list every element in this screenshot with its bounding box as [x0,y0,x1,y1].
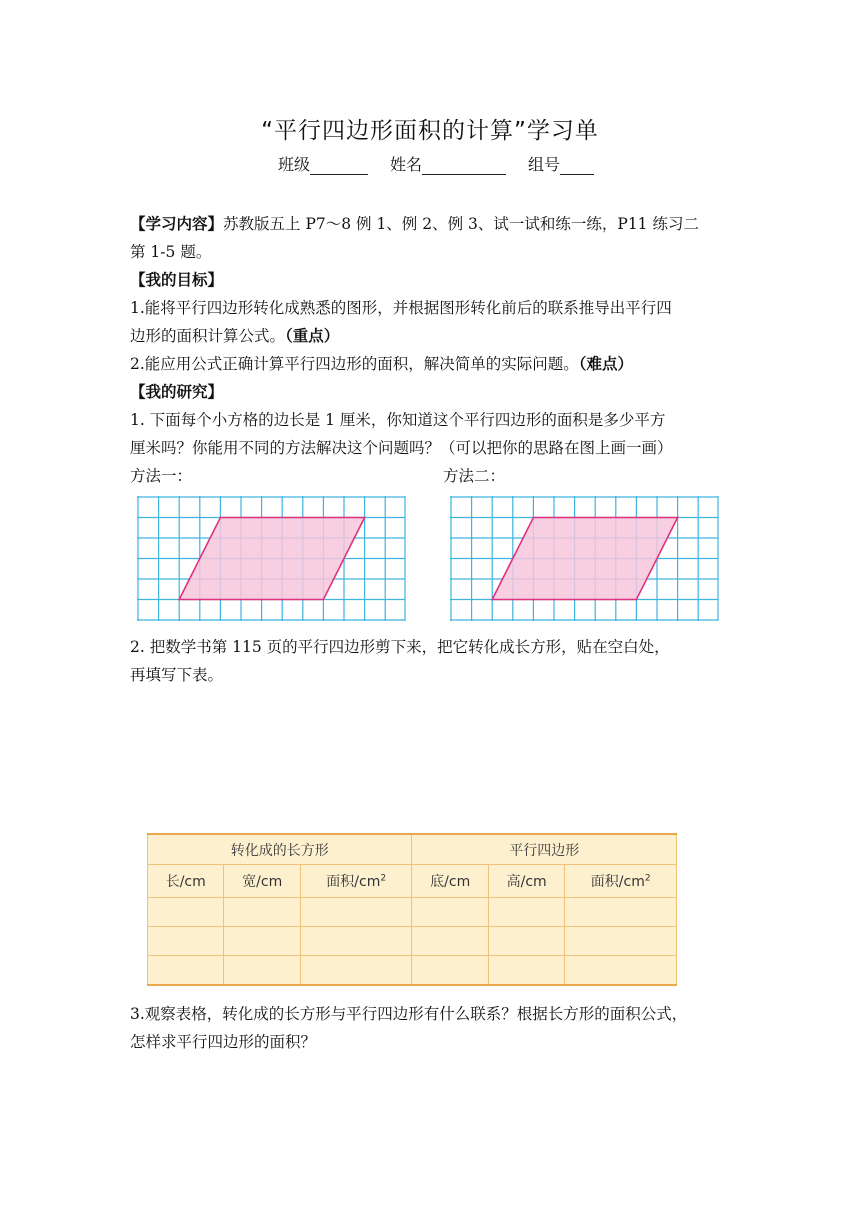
parallelogram [179,518,364,600]
method-2-label: 方法二： [443,467,506,485]
table-row [148,956,677,986]
table-cell[interactable] [300,927,412,956]
col-para-area: 面积$/cm^2$ [565,865,677,898]
parallelogram [492,518,677,600]
table-group-header [148,834,677,865]
table-cell[interactable] [300,898,412,927]
grid-method-2[interactable] [450,496,720,626]
question-1-line-1: 1. 下面每个小方格的边长是 1 厘米，你知道这个平行四边形的面积是多少平方 [130,411,666,429]
question-2-line-1: 2. 把数学书第 115 页的平行四边形剪下来，把它转化成长方形，贴在空白处， [130,638,670,656]
name-blank[interactable] [422,156,506,175]
table-row [148,898,677,927]
method-1-label: 方法一： [130,467,193,485]
table-cell[interactable] [148,956,224,986]
table-cell[interactable] [412,927,488,956]
table-cell[interactable] [224,956,300,986]
table-group-rectangle: 转化成的长方形 [148,834,412,865]
question-2-line-2: 再填写下表。 [130,666,224,684]
table-cell[interactable] [148,898,224,927]
grid-method-1[interactable] [137,496,407,626]
goal-1-line-2 [130,324,339,346]
col-height: 高/cm [488,865,564,898]
table-row [148,927,677,956]
question-1-line-2: 厘米吗？你能用不同的方法解决这个问题吗？（可以把你的思路在图上画一画） [130,439,673,457]
goal-2 [130,352,633,374]
goal-1-text: 边形的面积计算公式。 [130,327,286,345]
question-3-line-1: 3.观察表格，转化成的长方形与平行四边形有什么联系？根据长方形的面积公式， [130,1005,688,1023]
table-group-parallelogram: 平行四边形 [412,834,677,865]
table-cell[interactable] [488,898,564,927]
class-label: 班级 [278,155,311,174]
content-line-2: 第 1-5 题。 [130,243,212,261]
content-heading: 【学习内容】 [130,215,224,233]
col-length: 长/cm [148,865,224,898]
goal-2-text: 2.能应用公式正确计算平行四边形的面积，解决简单的实际问题。 [130,355,579,373]
group-blank[interactable] [560,156,594,175]
table-cell[interactable] [412,956,488,986]
class-blank[interactable] [310,156,368,175]
data-table [147,833,677,986]
table-cell[interactable] [148,927,224,956]
table-cell[interactable] [565,898,677,927]
grid-figure-2 [450,496,720,622]
table-cell[interactable] [412,898,488,927]
question-3-line-2: 怎样求平行四边形的面积？ [130,1033,317,1051]
page-title: “平行四边形面积的计算”学习单 [261,118,599,144]
student-info [278,152,616,175]
table-cell[interactable] [224,927,300,956]
group-label: 组号 [528,155,561,174]
table-cell[interactable] [488,927,564,956]
table-cell[interactable] [565,956,677,986]
goals-heading: 【我的目标】 [130,271,224,289]
table-column-header [148,865,677,898]
goal-1-tag: （重点） [285,327,340,345]
col-rect-area: 面积$/cm^2$ [300,865,412,898]
table-cell[interactable] [488,956,564,986]
goal-1-line-1: 1.能将平行四边形转化成熟悉的图形，并根据图形转化前后的联系推导出平行四 [130,299,672,317]
goal-2-tag: （难点） [578,355,634,373]
col-base: 底/cm [412,865,488,898]
name-label: 姓名 [390,155,423,174]
grid-figure-1 [137,496,407,622]
content-text-1: 苏教版五上 P7～8 例 1、例 2、例 3、试一试和练一练，P11 练习二 [223,215,699,233]
content-line-1 [130,212,699,234]
table-cell[interactable] [565,927,677,956]
col-width: 宽/cm [224,865,300,898]
table-cell[interactable] [300,956,412,986]
table-cell[interactable] [224,898,300,927]
research-heading: 【我的研究】 [130,383,224,401]
